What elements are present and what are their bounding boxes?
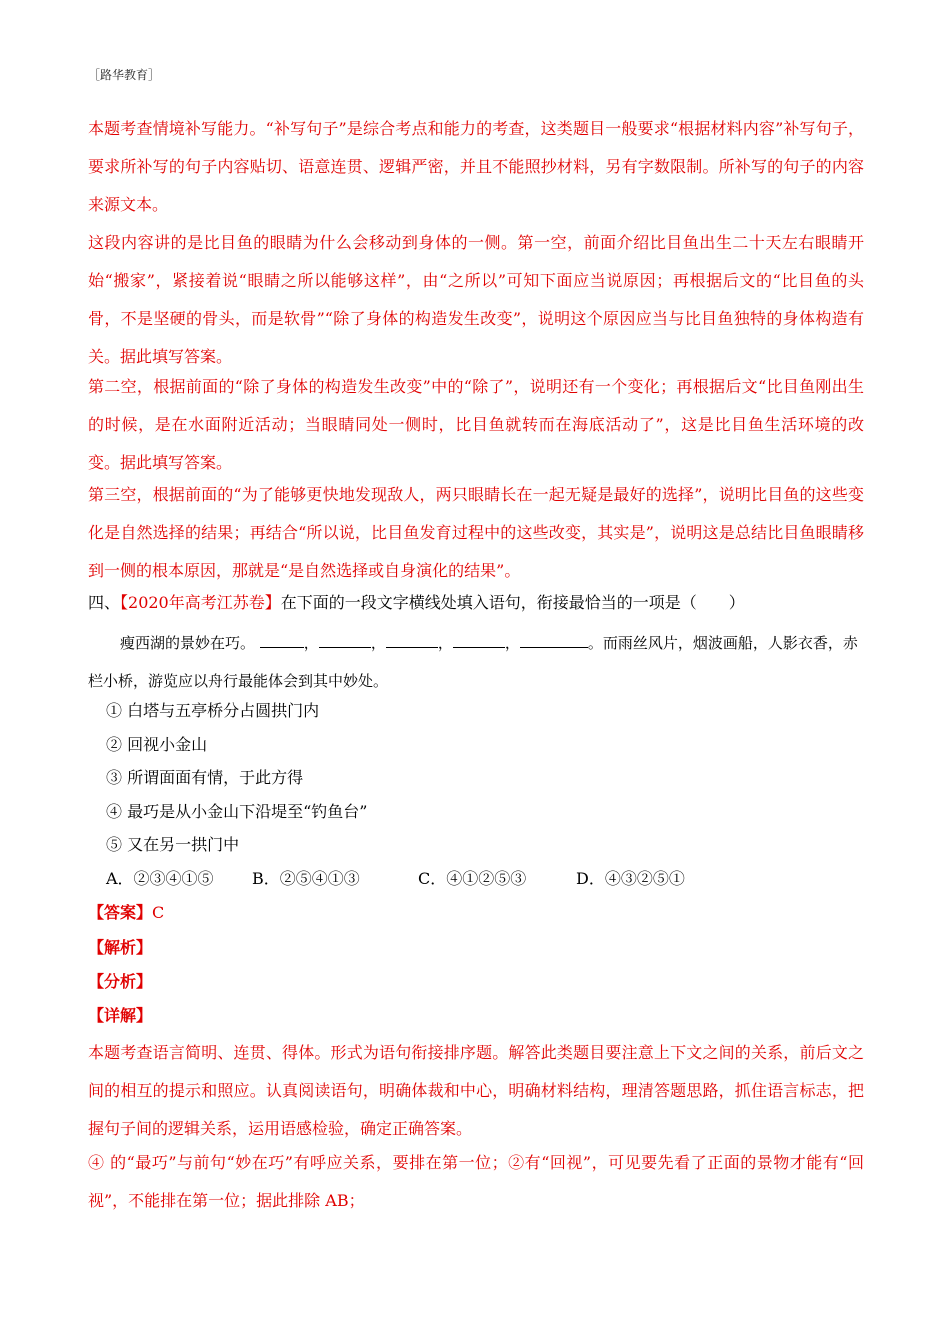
fenxi-label: 【分析】 [88,972,153,991]
choice-b: B．②⑤④①③ [252,869,360,888]
header-label: ［路华教育］ [88,68,161,82]
blank-3 [386,633,438,648]
option-item-5: ⑤ 又在另一拱门中 [106,835,240,854]
xiangjie-label: 【详解】 [88,1006,153,1025]
question-number: 四、 [88,593,121,612]
jiexi-label: 【解析】 [88,938,153,957]
blank-2 [319,633,371,648]
option-item-3: ③ 所谓面面有情，于此方得 [106,768,304,787]
question-title [88,586,745,620]
choice-a: A．②③④①⑤ [106,869,214,888]
blank-1 [260,633,304,648]
option-item-2: ② 回视小金山 [106,735,208,754]
blank-4 [453,633,505,648]
detail-paragraph-2: ④ 的“最巧”与前句“妙在巧”有呼应关系，要排在第一位；②有“回视”，可见要先看了正面的景物才能有“回视”，不能排在第一位；据此排除 AB； [88,1153,864,1210]
analysis-paragraph-4: 第三空，根据前面的“为了能够更快地发现敌人，两只眼睛长在一起无疑是最好的选择”，说明比目鱼的这些变化是自然选择的结果；再结合“所以说，比目鱼发育过程中的这些改变，其实是”，说明这是总结比目鱼眼睛移到一侧的根本原因，那就是“是自然选择或自身演化的结果”。 [88,485,864,580]
answer-label: 【答案】 [88,903,153,922]
question-stem: 在下面的一段文字横线处填入语句，衔接最恰当的一项是（ ） [280,593,745,612]
question-source: 【2020年高考江苏卷】 [120,593,281,612]
analysis-paragraph-2: 这段内容讲的是比目鱼的眼睛为什么会移动到身体的一侧。第一空，前面介绍比目鱼出生二十天左右眼睛开始“搬家”，紧接着说“眼睛之所以能够这样”，由“之所以”可知下面应当说原因；再根据后文的“比目鱼的头骨，不是坚硬的骨头，而是软骨”“除了身体的构造发生改变”，说明这个原因应当与比目鱼独特的身体构造有关。据此填写答案。 [88,233,864,366]
choice-d: D．④③②⑤① [576,869,685,888]
analysis-paragraph-3: 第二空，根据前面的“除了身体的构造发生改变”中的“除了”，说明还有一个变化；再根据后文“比目鱼刚出生的时候，是在水面附近活动；当眼睛同处一侧时，比目鱼就转而在海底活动了”，这是比目鱼生活环境的改变。据此填写答案。 [88,377,864,472]
detail-paragraph-1: 本题考查语言简明、连贯、得体。形式为语句衔接排序题。解答此类题目要注意上下文之间的关系，前后文之间的相互的提示和照应。认真阅读语句，明确体裁和中心，明确材料结构，理清答题思路，抓住语言标志，把握句子间的逻辑关系，运用语感检验，确定正确答案。 [88,1043,864,1138]
question-passage: 瘦西湖的景妙在巧。 ， ， ， ， 。而雨丝风片，烟波画船，人影衣香，赤栏小桥，游览应以舟行最能体会到其中妙处。 [88,634,858,690]
answer-value: C [152,903,165,922]
analysis-paragraph-1: 本题考查情境补写能力。“补写句子”是综合考点和能力的考查，这类题目一般要求“根据材料内容”补写句子，要求所补写的句子内容贴切、语意连贯、逻辑严密，并且不能照抄材料，另有字数限制。所补写的句子的内容来源文本。 [88,119,864,214]
answer-line [88,896,164,930]
option-item-4: ④ 最巧是从小金山下沿堤至“钓鱼台” [106,802,368,821]
blank-5 [520,633,588,648]
passage-start: 瘦西湖的景妙在巧。 [120,634,256,652]
option-item-1: ① 白塔与五亭桥分占圆拱门内 [106,701,320,720]
choice-c: C．④①②⑤③ [418,869,527,888]
choices-row [106,862,685,896]
passage-end: 。而雨丝风片，烟波画船，人影衣香，赤栏小桥，游览应以舟行最能体会到其中妙处。 [88,634,858,690]
